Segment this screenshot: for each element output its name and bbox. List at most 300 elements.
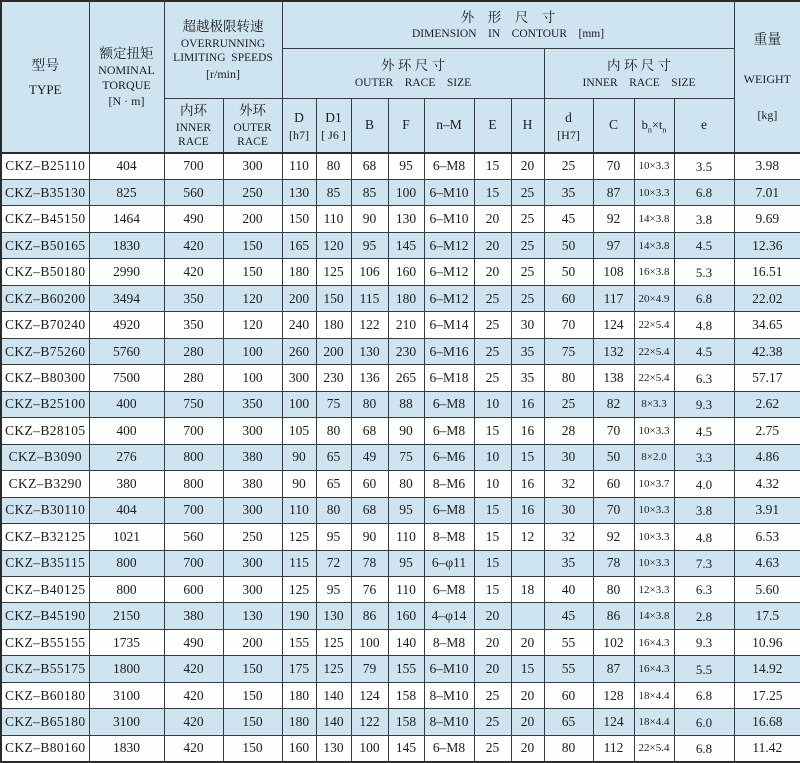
cell-e: 3.8 <box>674 206 734 232</box>
cell-type: CKZ–B45190 <box>1 603 89 629</box>
cell-e: 9.3 <box>674 629 734 655</box>
header-weight: 重量 WEIGHT [kg] <box>734 1 800 153</box>
cell-F: 210 <box>388 312 424 338</box>
cell-inner-race-speed: 700 <box>164 497 223 523</box>
cell-n-M: 6–M10 <box>424 179 474 205</box>
cell-weight: 5.60 <box>734 577 800 603</box>
table-row <box>1 577 800 603</box>
cell-D1: 75 <box>316 391 351 417</box>
cell-bn-tn: 14×3.8 <box>634 206 674 232</box>
cell-E: 15 <box>474 577 511 603</box>
cell-type: CKZ–B25110 <box>1 153 89 179</box>
cell-D1: 110 <box>316 206 351 232</box>
cell-B: 60 <box>351 471 388 497</box>
cell-D: 125 <box>282 577 316 603</box>
cell-D1: 200 <box>316 338 351 364</box>
cell-outer-race-speed: 200 <box>223 206 282 232</box>
table-row <box>1 603 800 629</box>
cell-e: 4.0 <box>674 471 734 497</box>
cell-F: 95 <box>388 497 424 523</box>
cell-B: 80 <box>351 391 388 417</box>
cell-e: 6.8 <box>674 735 734 762</box>
cell-d: 75 <box>544 338 593 364</box>
cell-bn-tn: 8×2.0 <box>634 444 674 470</box>
cell-H: 20 <box>511 709 544 735</box>
cell-d: 55 <box>544 629 593 655</box>
cell-weight: 16.68 <box>734 709 800 735</box>
cell-B: 95 <box>351 232 388 258</box>
cell-e: 4.8 <box>674 524 734 550</box>
header-col-e: e <box>674 98 734 153</box>
cell-B: 68 <box>351 497 388 523</box>
cell-weight: 9.69 <box>734 206 800 232</box>
cell-nominal-torque: 3100 <box>89 682 164 708</box>
cell-nominal-torque: 3494 <box>89 285 164 311</box>
table-row <box>1 285 800 311</box>
cell-n-M: 6–M18 <box>424 365 474 391</box>
cell-nominal-torque: 400 <box>89 391 164 417</box>
cell-B: 100 <box>351 629 388 655</box>
cell-C: 92 <box>593 206 634 232</box>
cell-D1: 80 <box>316 418 351 444</box>
cell-e: 4.5 <box>674 338 734 364</box>
cell-F: 88 <box>388 391 424 417</box>
cell-nominal-torque: 1021 <box>89 524 164 550</box>
cell-C: 117 <box>593 285 634 311</box>
cell-nominal-torque: 2990 <box>89 259 164 285</box>
cell-type: CKZ–B70240 <box>1 312 89 338</box>
header-col-H: H <box>511 98 544 153</box>
cell-bn-tn: 14×3.8 <box>634 603 674 629</box>
cell-outer-race-speed: 250 <box>223 179 282 205</box>
cell-n-M: 8–M8 <box>424 524 474 550</box>
cell-nominal-torque: 800 <box>89 577 164 603</box>
cell-e: 4.5 <box>674 232 734 258</box>
cell-outer-race-speed: 250 <box>223 524 282 550</box>
cell-H: 18 <box>511 577 544 603</box>
table-row <box>1 153 800 179</box>
cell-type: CKZ–B40125 <box>1 577 89 603</box>
table-row <box>1 365 800 391</box>
cell-n-M: 6–M12 <box>424 285 474 311</box>
table-row <box>1 656 800 682</box>
cell-e: 3.8 <box>674 497 734 523</box>
cell-n-M: 6–M14 <box>424 312 474 338</box>
cell-bn-tn: 18×4.4 <box>634 682 674 708</box>
table-row <box>1 682 800 708</box>
cell-B: 115 <box>351 285 388 311</box>
cell-outer-race-speed: 350 <box>223 391 282 417</box>
cell-bn-tn: 10×3.3 <box>634 418 674 444</box>
cell-outer-race-speed: 380 <box>223 471 282 497</box>
header-col-C: C <box>593 98 634 153</box>
cell-d: 60 <box>544 285 593 311</box>
cell-weight: 11.42 <box>734 735 800 762</box>
cell-n-M: 6–M16 <box>424 338 474 364</box>
cell-D: 130 <box>282 179 316 205</box>
cell-n-M: 8–M10 <box>424 682 474 708</box>
cell-d: 80 <box>544 365 593 391</box>
table-row <box>1 312 800 338</box>
cell-nominal-torque: 800 <box>89 550 164 576</box>
cell-B: 90 <box>351 206 388 232</box>
cell-d: 60 <box>544 682 593 708</box>
cell-type: CKZ–B32125 <box>1 524 89 550</box>
cell-n-M: 6–M8 <box>424 497 474 523</box>
cell-E: 10 <box>474 444 511 470</box>
cell-D: 165 <box>282 232 316 258</box>
cell-B: 79 <box>351 656 388 682</box>
cell-inner-race-speed: 600 <box>164 577 223 603</box>
cell-type: CKZ–B80300 <box>1 365 89 391</box>
cell-inner-race-speed: 380 <box>164 603 223 629</box>
cell-bn-tn: 22×5.4 <box>634 735 674 762</box>
cell-weight: 3.98 <box>734 153 800 179</box>
cell-outer-race-speed: 300 <box>223 550 282 576</box>
cell-n-M: 8–M8 <box>424 629 474 655</box>
cell-H: 20 <box>511 735 544 762</box>
cell-e: 4.8 <box>674 312 734 338</box>
cell-inner-race-speed: 420 <box>164 232 223 258</box>
cell-E: 10 <box>474 471 511 497</box>
cell-bn-tn: 16×3.8 <box>634 259 674 285</box>
cell-D1: 95 <box>316 524 351 550</box>
cell-F: 100 <box>388 179 424 205</box>
cell-B: 68 <box>351 418 388 444</box>
table-row <box>1 206 800 232</box>
cell-inner-race-speed: 750 <box>164 391 223 417</box>
cell-inner-race-speed: 700 <box>164 153 223 179</box>
cell-D: 110 <box>282 153 316 179</box>
header-col-D1: D1 [ J6 ] <box>316 98 351 153</box>
cell-D1: 80 <box>316 497 351 523</box>
cell-E: 15 <box>474 550 511 576</box>
cell-C: 102 <box>593 629 634 655</box>
cell-C: 82 <box>593 391 634 417</box>
cell-bn-tn: 10×3.3 <box>634 524 674 550</box>
cell-F: 265 <box>388 365 424 391</box>
cell-H: 20 <box>511 629 544 655</box>
cell-inner-race-speed: 560 <box>164 524 223 550</box>
cell-d: 35 <box>544 179 593 205</box>
cell-weight: 6.53 <box>734 524 800 550</box>
cell-inner-race-speed: 420 <box>164 709 223 735</box>
cell-F: 75 <box>388 444 424 470</box>
cell-type: CKZ–B45150 <box>1 206 89 232</box>
cell-D: 160 <box>282 735 316 762</box>
cell-B: 86 <box>351 603 388 629</box>
cell-B: 49 <box>351 444 388 470</box>
header-col-E: E <box>474 98 511 153</box>
cell-type: CKZ–B3290 <box>1 471 89 497</box>
cell-weight: 4.63 <box>734 550 800 576</box>
cell-bn-tn: 14×3.8 <box>634 232 674 258</box>
cell-F: 180 <box>388 285 424 311</box>
cell-weight: 12.36 <box>734 232 800 258</box>
cell-E: 25 <box>474 285 511 311</box>
cell-d: 65 <box>544 709 593 735</box>
cell-type: CKZ–B35130 <box>1 179 89 205</box>
header-nominal-torque: 额定扭矩 NOMINAL TORQUE [N · m] <box>89 1 164 153</box>
cell-E: 15 <box>474 179 511 205</box>
cell-nominal-torque: 1830 <box>89 232 164 258</box>
cell-e: 6.8 <box>674 285 734 311</box>
cell-type: CKZ–B55175 <box>1 656 89 682</box>
cell-F: 80 <box>388 471 424 497</box>
header-speeds-unit: [r/min] <box>206 66 240 81</box>
cell-D1: 180 <box>316 312 351 338</box>
cell-n-M: 6–M10 <box>424 656 474 682</box>
cell-H: 12 <box>511 524 544 550</box>
cell-outer-race-speed: 200 <box>223 629 282 655</box>
cell-D: 180 <box>282 259 316 285</box>
cell-D1: 230 <box>316 365 351 391</box>
cell-D1: 120 <box>316 232 351 258</box>
cell-B: 122 <box>351 312 388 338</box>
cell-d: 25 <box>544 391 593 417</box>
header-col-bn-tn: $b_n\times t_n$ <box>634 98 674 153</box>
cell-n-M: 6–M8 <box>424 418 474 444</box>
cell-inner-race-speed: 420 <box>164 682 223 708</box>
table-row <box>1 629 800 655</box>
cell-type: CKZ–B3090 <box>1 444 89 470</box>
cell-bn-tn: 10×3.3 <box>634 153 674 179</box>
cell-bn-tn: 8×3.3 <box>634 391 674 417</box>
cell-C: 138 <box>593 365 634 391</box>
cell-e: 6.8 <box>674 682 734 708</box>
cell-bn-tn: 16×4.3 <box>634 629 674 655</box>
cell-C: 87 <box>593 656 634 682</box>
cell-inner-race-speed: 280 <box>164 338 223 364</box>
cell-C: 124 <box>593 709 634 735</box>
cell-H: 25 <box>511 206 544 232</box>
cell-inner-race-speed: 350 <box>164 285 223 311</box>
cell-nominal-torque: 400 <box>89 418 164 444</box>
cell-d: 28 <box>544 418 593 444</box>
cell-F: 160 <box>388 603 424 629</box>
cell-outer-race-speed: 150 <box>223 656 282 682</box>
cell-nominal-torque: 5760 <box>89 338 164 364</box>
cell-type: CKZ–B60200 <box>1 285 89 311</box>
cell-D: 115 <box>282 550 316 576</box>
cell-E: 15 <box>474 418 511 444</box>
cell-weight: 17.25 <box>734 682 800 708</box>
cell-E: 20 <box>474 259 511 285</box>
cell-weight: 16.51 <box>734 259 800 285</box>
cell-C: 128 <box>593 682 634 708</box>
cell-C: 60 <box>593 471 634 497</box>
cell-E: 20 <box>474 656 511 682</box>
cell-weight: 4.86 <box>734 444 800 470</box>
cell-inner-race-speed: 280 <box>164 365 223 391</box>
cell-outer-race-speed: 300 <box>223 497 282 523</box>
cell-H: 16 <box>511 391 544 417</box>
header-col-d: d [H7] <box>544 98 593 153</box>
cell-D: 90 <box>282 471 316 497</box>
cell-B: 124 <box>351 682 388 708</box>
table-row <box>1 418 800 444</box>
cell-e: 5.5 <box>674 656 734 682</box>
cell-type: CKZ–B60180 <box>1 682 89 708</box>
cell-type: CKZ–B65180 <box>1 709 89 735</box>
cell-E: 25 <box>474 735 511 762</box>
cell-type: CKZ–B25100 <box>1 391 89 417</box>
table-body <box>1 153 800 762</box>
cell-B: 85 <box>351 179 388 205</box>
cell-C: 86 <box>593 603 634 629</box>
cell-weight: 2.62 <box>734 391 800 417</box>
table-row <box>1 471 800 497</box>
cell-D: 155 <box>282 629 316 655</box>
cell-inner-race-speed: 700 <box>164 418 223 444</box>
cell-inner-race-speed: 700 <box>164 550 223 576</box>
cell-bn-tn: 10×3.7 <box>634 471 674 497</box>
cell-C: 70 <box>593 153 634 179</box>
cell-C: 50 <box>593 444 634 470</box>
cell-outer-race-speed: 150 <box>223 682 282 708</box>
cell-outer-race-speed: 120 <box>223 285 282 311</box>
cell-D: 125 <box>282 524 316 550</box>
table-row <box>1 444 800 470</box>
cell-d: 32 <box>544 471 593 497</box>
cell-B: 122 <box>351 709 388 735</box>
cell-E: 10 <box>474 391 511 417</box>
cell-D: 150 <box>282 206 316 232</box>
cell-D1: 130 <box>316 735 351 762</box>
cell-type: CKZ–B55155 <box>1 629 89 655</box>
cell-H: 16 <box>511 497 544 523</box>
cell-type: CKZ–B50180 <box>1 259 89 285</box>
cell-D: 110 <box>282 497 316 523</box>
cell-inner-race-speed: 800 <box>164 471 223 497</box>
cell-C: 112 <box>593 735 634 762</box>
cell-n-M: 6–M10 <box>424 206 474 232</box>
cell-type: CKZ–B30110 <box>1 497 89 523</box>
cell-F: 160 <box>388 259 424 285</box>
cell-F: 130 <box>388 206 424 232</box>
cell-D: 190 <box>282 603 316 629</box>
cell-nominal-torque: 380 <box>89 471 164 497</box>
header-torque-unit: [N · m] <box>108 94 145 109</box>
cell-n-M: 6–M12 <box>424 259 474 285</box>
cell-nominal-torque: 276 <box>89 444 164 470</box>
cell-weight: 7.01 <box>734 179 800 205</box>
header-weight-unit: [kg] <box>757 108 778 123</box>
cell-outer-race-speed: 120 <box>223 312 282 338</box>
cell-e: 6.8 <box>674 179 734 205</box>
cell-D: 240 <box>282 312 316 338</box>
cell-bn-tn: 18×4.4 <box>634 709 674 735</box>
cell-F: 95 <box>388 153 424 179</box>
cell-inner-race-speed: 800 <box>164 444 223 470</box>
header-dimension-in-contour: 外 形 尺 寸 DIMENSION IN CONTOUR [mm] <box>282 1 734 48</box>
cell-D1: 72 <box>316 550 351 576</box>
cell-e: 4.5 <box>674 418 734 444</box>
cell-F: 158 <box>388 682 424 708</box>
cell-bn-tn: 12×3.3 <box>634 577 674 603</box>
cell-n-M: 6–M12 <box>424 232 474 258</box>
cell-d: 30 <box>544 497 593 523</box>
cell-d: 50 <box>544 259 593 285</box>
cell-type: CKZ–B75260 <box>1 338 89 364</box>
cell-weight: 22.02 <box>734 285 800 311</box>
cell-F: 158 <box>388 709 424 735</box>
cell-D: 180 <box>282 709 316 735</box>
cell-n-M: 6–M8 <box>424 153 474 179</box>
cell-E: 20 <box>474 206 511 232</box>
cell-B: 78 <box>351 550 388 576</box>
cell-n-M: 6–M8 <box>424 735 474 762</box>
cell-e: 3.3 <box>674 444 734 470</box>
cell-C: 87 <box>593 179 634 205</box>
cell-B: 76 <box>351 577 388 603</box>
cell-nominal-torque: 3100 <box>89 709 164 735</box>
header-type <box>1 1 89 153</box>
cell-E: 20 <box>474 232 511 258</box>
cell-H: 20 <box>511 153 544 179</box>
table-row <box>1 735 800 762</box>
cell-d: 25 <box>544 153 593 179</box>
cell-d: 30 <box>544 444 593 470</box>
cell-H: 25 <box>511 232 544 258</box>
cell-nominal-torque: 404 <box>89 153 164 179</box>
cell-nominal-torque: 404 <box>89 497 164 523</box>
cell-C: 92 <box>593 524 634 550</box>
cell-F: 145 <box>388 735 424 762</box>
cell-E: 20 <box>474 603 511 629</box>
cell-weight: 42.38 <box>734 338 800 364</box>
cell-D: 90 <box>282 444 316 470</box>
cell-d: 70 <box>544 312 593 338</box>
cell-n-M: 6–φ11 <box>424 550 474 576</box>
cell-nominal-torque: 4920 <box>89 312 164 338</box>
cell-weight: 2.75 <box>734 418 800 444</box>
cell-n-M: 6–M8 <box>424 577 474 603</box>
cell-type: CKZ–B35115 <box>1 550 89 576</box>
cell-E: 20 <box>474 629 511 655</box>
cell-d: 50 <box>544 232 593 258</box>
cell-nominal-torque: 7500 <box>89 365 164 391</box>
header-col-B: B <box>351 98 388 153</box>
cell-E: 25 <box>474 365 511 391</box>
cell-inner-race-speed: 420 <box>164 735 223 762</box>
table-row <box>1 259 800 285</box>
cell-E: 15 <box>474 524 511 550</box>
cell-D1: 140 <box>316 682 351 708</box>
cell-nominal-torque: 1800 <box>89 656 164 682</box>
cell-inner-race-speed: 490 <box>164 629 223 655</box>
cell-C: 70 <box>593 497 634 523</box>
cell-type: CKZ–B80160 <box>1 735 89 762</box>
header-col-n-M: n–M <box>424 98 474 153</box>
cell-E: 25 <box>474 682 511 708</box>
cell-D: 175 <box>282 656 316 682</box>
header-outer-race-speed: 外环 OUTER RACE <box>223 98 282 153</box>
cell-outer-race-speed: 300 <box>223 418 282 444</box>
cell-B: 90 <box>351 524 388 550</box>
cell-D1: 130 <box>316 603 351 629</box>
cell-inner-race-speed: 420 <box>164 656 223 682</box>
cell-bn-tn: 16×4.3 <box>634 656 674 682</box>
cell-D: 100 <box>282 391 316 417</box>
cell-e: 2.8 <box>674 603 734 629</box>
cell-B: 100 <box>351 735 388 762</box>
cell-F: 90 <box>388 418 424 444</box>
cell-H <box>511 550 544 576</box>
cell-C: 70 <box>593 418 634 444</box>
header-inner-race-size: 内 环 尺 寸 INNER RACE SIZE <box>544 48 734 98</box>
cell-weight: 14.92 <box>734 656 800 682</box>
